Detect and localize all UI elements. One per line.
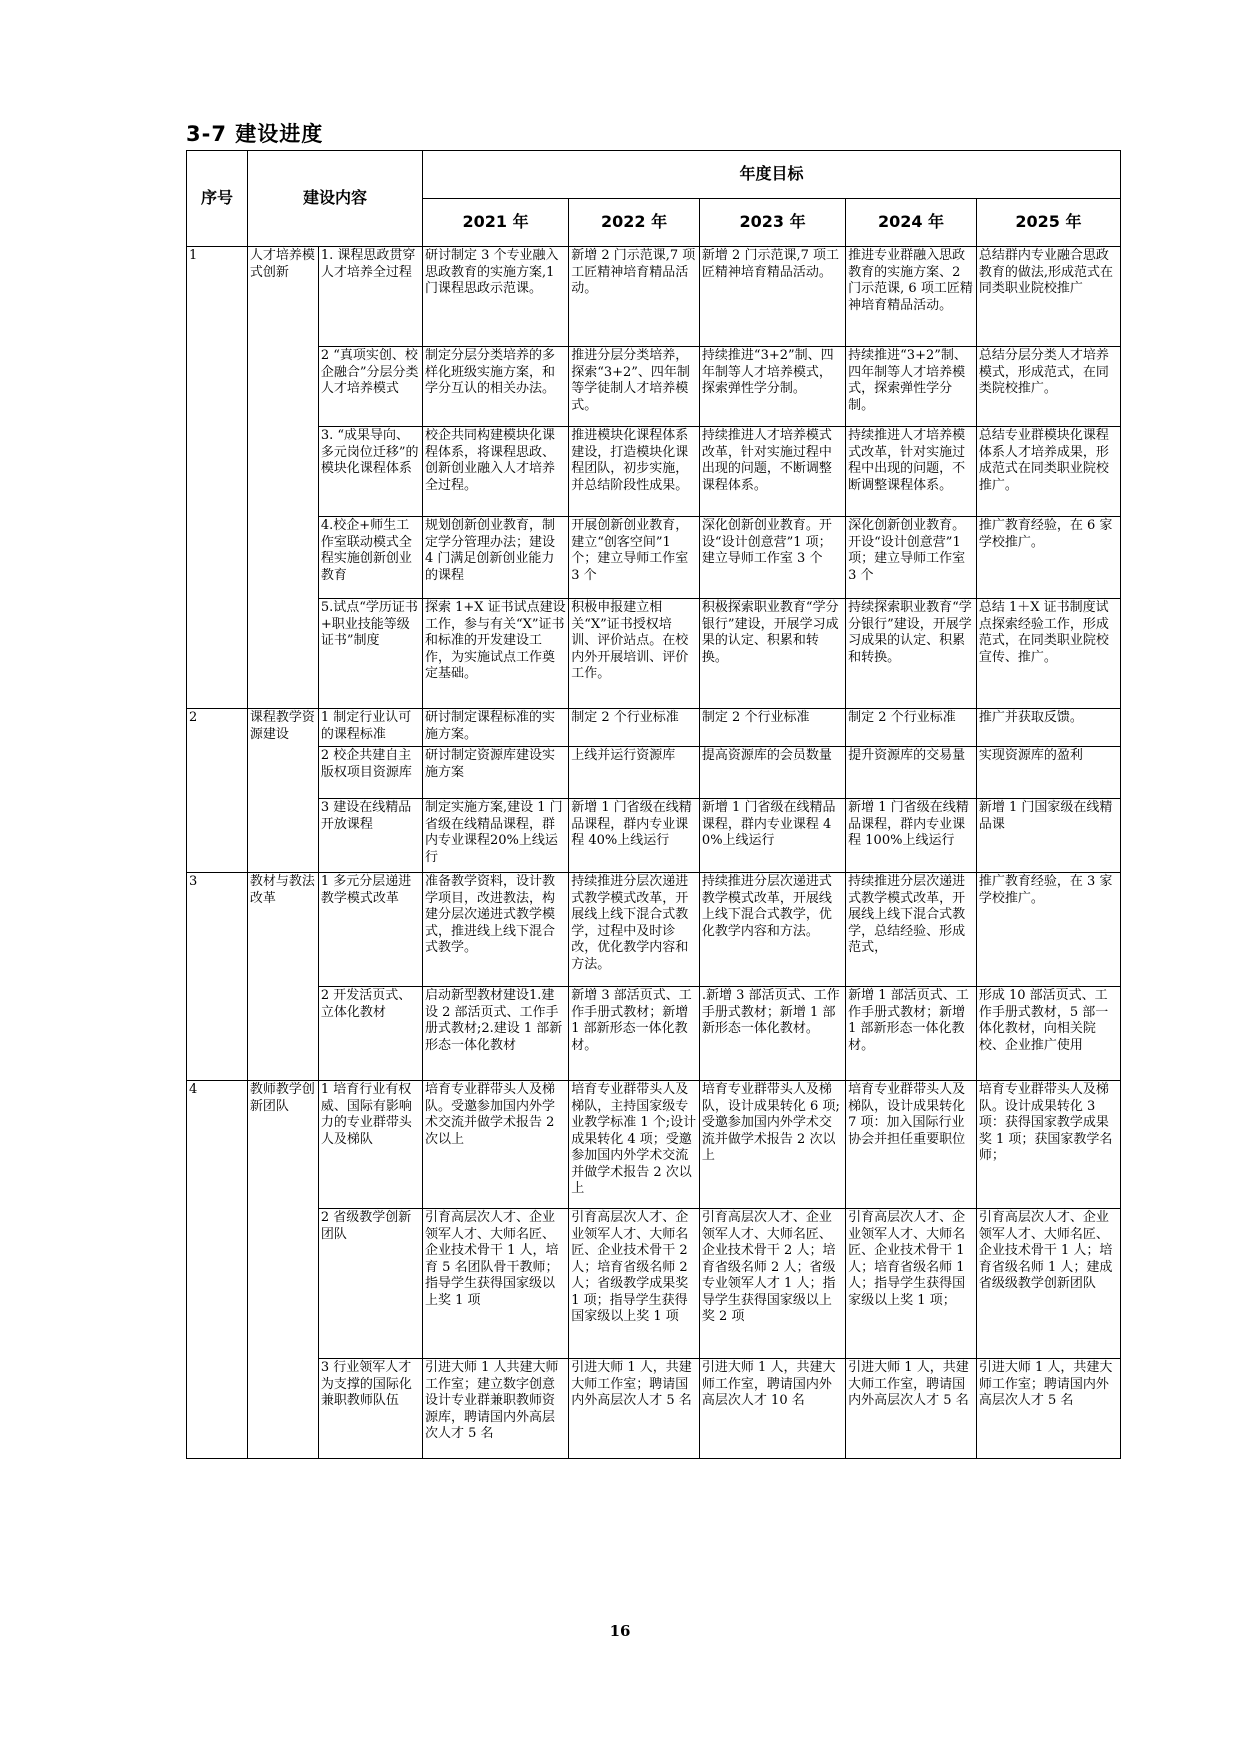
- target-cell: 新增 1 门省级在线精品课程，群内专业课程 40%上线运行: [569, 799, 700, 873]
- target-cell: 制定分层分类培养的多样化班级实施方案，和学分互认的相关办法。: [422, 347, 568, 427]
- target-cell: 推广教育经验，在 6 家学校推广。: [976, 517, 1120, 599]
- target-cell: 总结分层分类人才培养模式，形成范式，在同类院校推广。: [976, 347, 1120, 427]
- target-cell: 准备教学资料，设计教学项目，改进教法，构建分层次递进式教学模式，推进线上线下混合式教学。: [422, 873, 568, 987]
- target-cell: 持续推进“3+2”制、四年制等人才培养模式，探索弹性学分制。: [846, 347, 977, 427]
- target-cell: 研讨制定课程标准的实施方案。: [422, 709, 568, 747]
- target-cell: 新增 2 门示范课,7 项工匠精神培育精品活动。: [569, 247, 700, 347]
- content-item: 2 “真项实创、校企融合”分层分类人才培养模式: [318, 347, 422, 427]
- content-item: 5.试点“学历证书+职业技能等级证书”制度: [318, 599, 422, 709]
- content-item: 2 省级教学创新团队: [318, 1209, 422, 1359]
- target-cell: 制定实施方案,建设 1 门省级在线精品课程，群内专业课程20%上线运行: [422, 799, 568, 873]
- target-cell: 制定 2 个行业标准: [846, 709, 977, 747]
- target-cell: 总结 1＋X 证书制度试点探索经验工作，形成范式，在同类职业院校宣传、推广。: [976, 599, 1120, 709]
- content-item: 2 开发活页式、立体化教材: [318, 987, 422, 1081]
- target-cell: 持续推进人才培养模式改革，针对实施过程中出现的问题，不断调整课程体系。: [699, 427, 845, 517]
- target-cell: 引进大师 1 人，共建大师工作室，聘请国内外高层次人才 10 名: [699, 1359, 845, 1459]
- group-category: 课程教学资源建设: [247, 709, 318, 873]
- target-cell: 探索 1+X 证书试点建设工作，参与有关“X”证书和标准的开发建设工作，为实施试点工作奠定基础。: [422, 599, 568, 709]
- table-row: [187, 799, 1121, 873]
- target-cell: 总结专业群模块化课程体系人才培养成果，形成范式在同类职业院校推广。: [976, 427, 1120, 517]
- content-item: 1 多元分层递进教学模式改革: [318, 873, 422, 987]
- table-row: [187, 247, 1121, 347]
- header-year: 2022 年: [569, 199, 700, 247]
- target-cell: 形成 10 部活页式、工作手册式教材，5 部一体化教材，向相关院校、企业推广使用: [976, 987, 1120, 1081]
- target-cell: 持续推进分层次递进式教学模式改革，开展线上线下混合式教学，过程中及时诊改，优化教学内容和方法。: [569, 873, 700, 987]
- target-cell: 引进大师 1 人，共建大师工作室；聘请国内外高层次人才 5 名: [976, 1359, 1120, 1459]
- content-item: 3 建设在线精品开放课程: [318, 799, 422, 873]
- target-cell: 新增 1 部活页式、工作手册式教材；新增 1 部新形态一体化教材。: [846, 987, 977, 1081]
- table-row: [187, 1359, 1121, 1459]
- group-seq: 3: [187, 873, 248, 1081]
- target-cell: 新增 1 门省级在线精品课程，群内专业课程 40%上线运行: [699, 799, 845, 873]
- page-number: 16: [609, 1622, 631, 1640]
- target-cell: 校企共同构建模块化课程体系，将课程思政、创新创业融入人才培养全过程。: [422, 427, 568, 517]
- target-cell: 制定 2 个行业标准: [569, 709, 700, 747]
- table-row: [187, 709, 1121, 747]
- content-item: 1. 课程思政贯穿人才培养全过程: [318, 247, 422, 347]
- target-cell: 深化创新创业教育。开设“设计创意营”1 项；建立导师工作室 3 个: [699, 517, 845, 599]
- target-cell: 启动新型教材建设1.建设 2 部活页式、工作手册式教材;2.建设 1 部新形态一体化教材: [422, 987, 568, 1081]
- progress-table: [186, 150, 1121, 1459]
- header-year: 2021 年: [422, 199, 568, 247]
- target-cell: 培育专业群带头人及梯队，设计成果转化 7 项：加入国际行业协会并担任重要职位: [846, 1081, 977, 1209]
- group-seq: 2: [187, 709, 248, 873]
- target-cell: 推广并获取反馈。: [976, 709, 1120, 747]
- target-cell: 制定 2 个行业标准: [699, 709, 845, 747]
- target-cell: 引育高层次人才、企业领军人才、大师名匠、企业技术骨干 1 人；培育省级名师 1 人；建成省级级教学创新团队: [976, 1209, 1120, 1359]
- content-item: 1 培育行业有权威、国际有影响力的专业群带头人及梯队: [318, 1081, 422, 1209]
- content-item: 3 行业领军人才为支撑的国际化兼职教师队伍: [318, 1359, 422, 1459]
- header-year: 2023 年: [699, 199, 845, 247]
- target-cell: 推进专业群融入思政教育的实施方案、2 门示范课, 6 项工匠精神培育精品活动。: [846, 247, 977, 347]
- target-cell: 持续推进人才培养模式改革，针对实施过程中出现的问题，不断调整课程体系。: [846, 427, 977, 517]
- target-cell: 引育高层次人才、企业领军人才、大师名匠、企业技术骨干 2 人；培育省级名师 2 人；省级专业领军人才 1 人；指导学生获得国家级以上奖 2 项: [699, 1209, 845, 1359]
- target-cell: 实现资源库的盈利: [976, 747, 1120, 799]
- group-seq: 4: [187, 1081, 248, 1459]
- content-item: 2 校企共建自主版权项目资源库: [318, 747, 422, 799]
- target-cell: 持续推进分层次递进式教学模式改革，开展线上线下混合式教学，优化教学内容和方法。: [699, 873, 845, 987]
- table-row: [187, 987, 1121, 1081]
- target-cell: 新增 1 门省级在线精品课程，群内专业课程 100%上线运行: [846, 799, 977, 873]
- target-cell: 培育专业群带头人及梯队，设计成果转化 6 项;受邀参加国内外学术交流并做学术报告 2 次以上: [699, 1081, 845, 1209]
- header-year: 2024 年: [846, 199, 977, 247]
- target-cell: .新增 3 部活页式、工作手册式教材；新增 1 部新形态一体化教材。: [699, 987, 845, 1081]
- target-cell: 新增 3 部活页式、工作手册式教材；新增 1 部新形态一体化教材。: [569, 987, 700, 1081]
- target-cell: 培育专业群带头人及梯队。设计成果转化 3 项：获得国家教学成果奖 1 项；获国家教学名师；: [976, 1081, 1120, 1209]
- target-cell: 培育专业群带头人及梯队。受邀参加国内外学术交流并做学术报告 2 次以上: [422, 1081, 568, 1209]
- target-cell: 推进分层分类培养，探索“3+2”、四年制等学徒制人才培养模式。: [569, 347, 700, 427]
- target-cell: 开展创新创业教育，建立“创客空间”1 个；建立导师工作室 3 个: [569, 517, 700, 599]
- group-category: 人才培养模式创新: [247, 247, 318, 709]
- content-item: 3. “成果导向、多元岗位迁移”的模块化课程体系: [318, 427, 422, 517]
- table-row: [187, 599, 1121, 709]
- target-cell: 深化创新创业教育。开设“设计创意营”1 项；建立导师工作室 3 个: [846, 517, 977, 599]
- target-cell: 引进大师 1 人，共建大师工作室；聘请国内外高层次人才 5 名: [569, 1359, 700, 1459]
- target-cell: 总结群内专业融合思政教育的做法,形成范式在同类职业院校推广: [976, 247, 1120, 347]
- table-row: [187, 1209, 1121, 1359]
- group-seq: 1: [187, 247, 248, 709]
- content-item: 1 制定行业认可的课程标准: [318, 709, 422, 747]
- target-cell: 持续推进分层次递进式教学模式改革，开展线上线下混合式教学，总结经验、形成范式，: [846, 873, 977, 987]
- target-cell: 上线并运行资源库: [569, 747, 700, 799]
- target-cell: 持续探索职业教育“学分银行”建设，开展学习成果的认定、积累和转换。: [846, 599, 977, 709]
- target-cell: 提升资源库的交易量: [846, 747, 977, 799]
- target-cell: 持续推进“3+2”制、四年制等人才培养模式，探索弹性学分制。: [699, 347, 845, 427]
- header-content: 建设内容: [247, 151, 422, 247]
- table-row: [187, 347, 1121, 427]
- table-row: [187, 747, 1121, 799]
- target-cell: 提高资源库的会员数量: [699, 747, 845, 799]
- content-item: 4.校企+师生工作室联动模式全程实施创新创业教育: [318, 517, 422, 599]
- header-seq: 序号: [187, 151, 248, 247]
- target-cell: 引进大师 1 人，共建大师工作室，聘请国内外高层次人才 5 名: [846, 1359, 977, 1459]
- target-cell: 研讨制定资源库建设实施方案: [422, 747, 568, 799]
- target-cell: 积极探索职业教育“学分银行”建设，开展学习成果的认定、积累和转换。: [699, 599, 845, 709]
- target-cell: 引育高层次人才、企业领军人才、大师名匠、企业技术骨干 1 人；培育省级名师 1 人；指导学生获得国家级以上奖 1 项；: [846, 1209, 977, 1359]
- target-cell: 研讨制定 3 个专业融入思政教育的实施方案,1 门课程思政示范课。: [422, 247, 568, 347]
- table-row: [187, 517, 1121, 599]
- section-title: 3-7 建设进度: [186, 122, 324, 146]
- table-row: [187, 873, 1121, 987]
- target-cell: 推进模块化课程体系建设，打造模块化课程团队，初步实施，并总结阶段性成果。: [569, 427, 700, 517]
- header-year: 2025 年: [976, 199, 1120, 247]
- table-row: [187, 1081, 1121, 1209]
- target-cell: 培育专业群带头人及梯队，主持国家级专业教学标准 1 个;设计成果转化 4 项；受邀参加国内外学术交流并做学术报告 2 次以上: [569, 1081, 700, 1209]
- target-cell: 规划创新创业教育，制定学分管理办法；建设 4 门满足创新创业能力的课程: [422, 517, 568, 599]
- group-category: 教材与教法改革: [247, 873, 318, 1081]
- table-row: [187, 427, 1121, 517]
- target-cell: 引进大师 1 人共建大师工作室；建立数字创意设计专业群兼职教师资源库，聘请国内外高层次人才 5 名: [422, 1359, 568, 1459]
- target-cell: 引育高层次人才、企业领军人才、大师名匠、企业技术骨干 2 人；培育省级名师 2 人；省级教学成果奖 1 项；指导学生获得国家级以上奖 1 项: [569, 1209, 700, 1359]
- target-cell: 新增 2 门示范课,7 项工匠精神培育精品活动。: [699, 247, 845, 347]
- target-cell: 推广教育经验，在 3 家学校推广。: [976, 873, 1120, 987]
- target-cell: 新增 1 门国家级在线精品课: [976, 799, 1120, 873]
- target-cell: 引育高层次人才、企业领军人才、大师名匠、企业技术骨干 1 人，培育 5 名团队骨干教师；指导学生获得国家级以上奖 1 项: [422, 1209, 568, 1359]
- table-body: [187, 247, 1121, 1459]
- group-category: 教师教学创新团队: [247, 1081, 318, 1459]
- header-annual-target: 年度目标: [422, 151, 1120, 199]
- target-cell: 积极申报建立相关“X”证书授权培训、评价站点。在校内外开展培训、评价工作。: [569, 599, 700, 709]
